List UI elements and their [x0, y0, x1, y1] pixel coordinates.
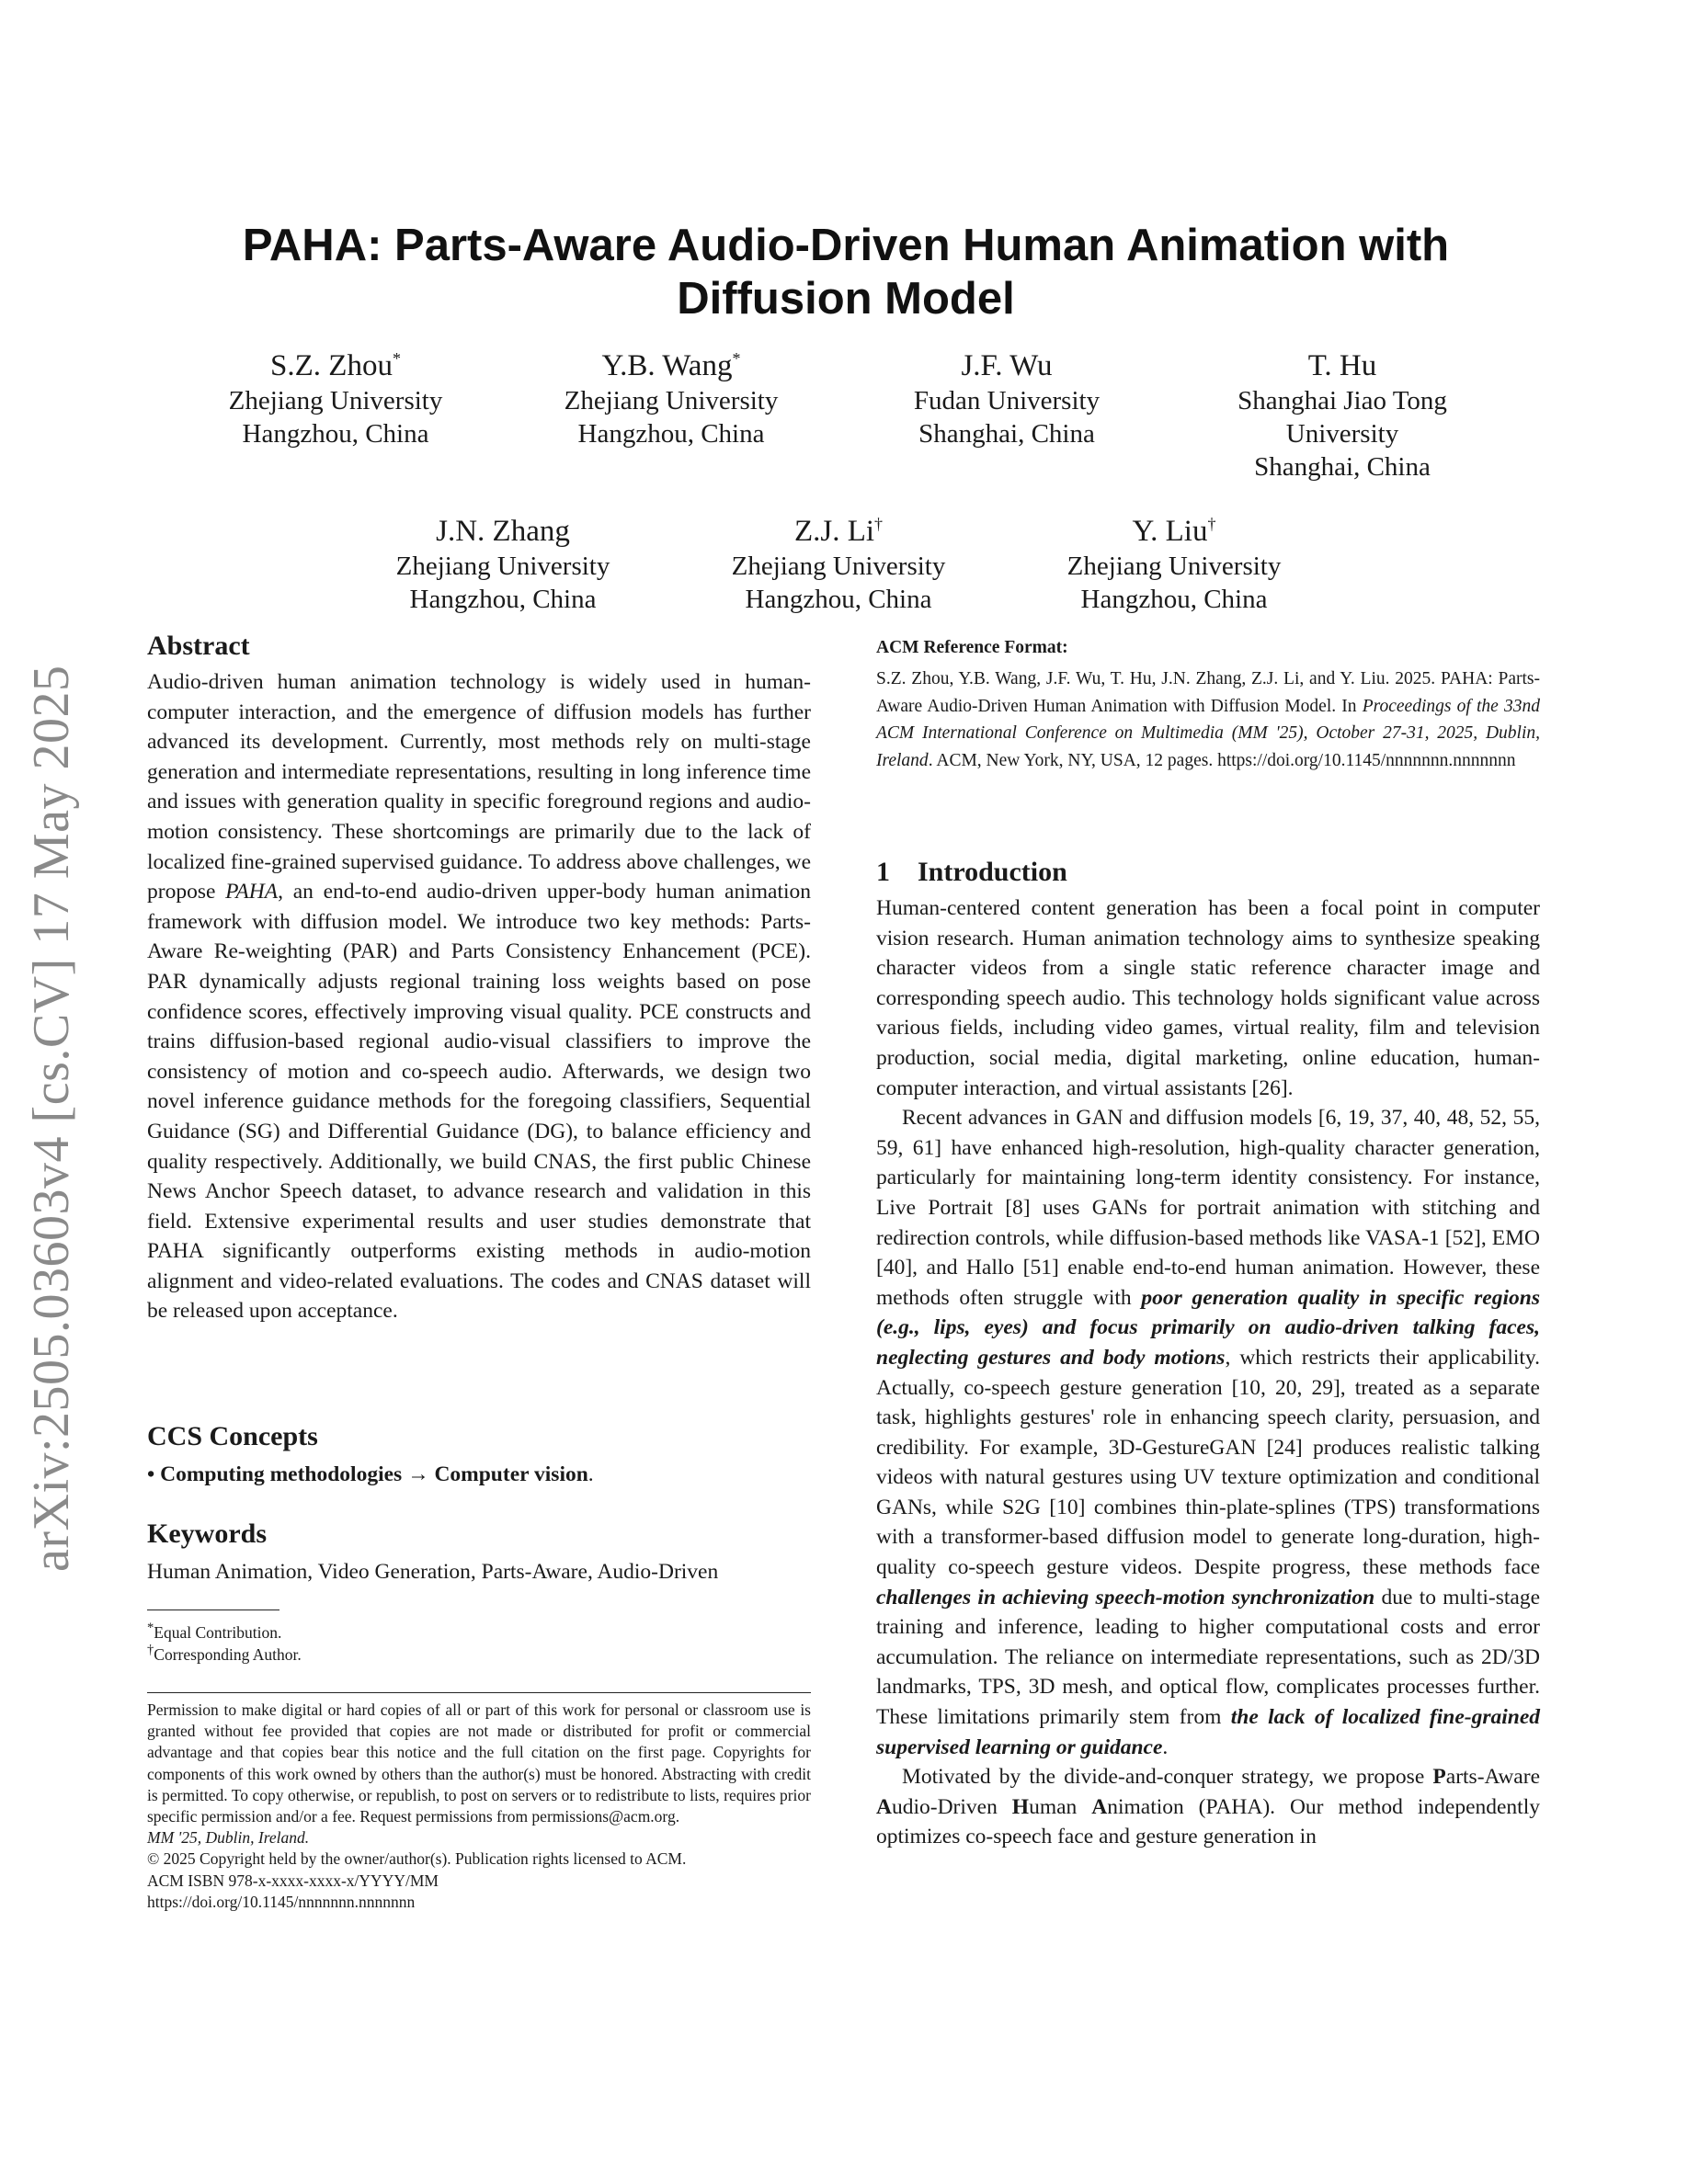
introduction-body [876, 893, 1540, 1852]
author-location: Hangzhou, China [242, 419, 429, 449]
permission-rule [147, 1692, 811, 1693]
author-affiliation: Zhejiang University [564, 386, 779, 415]
title-line-2: Diffusion Model [677, 274, 1015, 324]
title-line-1: PAHA: Parts-Aware Audio-Driven Human Animation with [242, 221, 1450, 270]
introduction-heading: 1 Introduction [876, 857, 1067, 887]
author-block [519, 340, 823, 450]
permission-notice: Permission to make digital or hard copies of all or part of this work for personal or classroom use is granted without fee provided that copies are not made or distributed for profit or commercial advantage and that copies bear this notice and the full citation on the first page. Copyrights for components of this work owned by others than the author(s) must be honored. Abstracting with credit is permitted. To copy otherwise, or republish, to post on servers or to redistribute to lists, requires prior specific permission and/or a fee. Request permissions from permissions@acm.org. [147, 1701, 811, 1826]
doi-link[interactable]: https://doi.org/10.1145/nnnnnnn.nnnnnnn [147, 1892, 416, 1911]
author-name: Y.B. Wang* [601, 349, 741, 382]
author-name: Z.J. Li† [793, 515, 884, 548]
author-location: Hangzhou, China [745, 585, 932, 614]
author-name: T. Hu [1307, 349, 1377, 382]
intro-paragraph-2: Recent advances in GAN and diffusion models [6, 19, 37, 40, 48, 52, 55, 59, 61] have enhanced high-resolution, high-quality character generation, particularly for maintaining long-term identity consistency. For instance, Live Portrait [8] uses GANs for portrait animation with stitching and redirection controls, while diffusion-based methods like VASA-1 [52], EMO [40], and Hallo [51] enable end-to-end human animation. However, these methods often struggle with poor generation quality in specific regions (e.g., lips, eyes) and focus primarily on audio-driven talking faces, neglecting gestures and body motions, which restricts their applicability. Actually, co-speech gesture generation [10, 20, 29], treated as a separate task, highlights gestures' role in enhancing speech clarity, persuasion, and credibility. For example, 3D-GestureGAN [24] produces realistic talking videos with natural gestures using UV texture optimization and conditional GANs, while S2G [10] combines thin-plate-splines (TPS) transformations with a transformer-based diffusion model to generate long-duration, high-quality co-speech gesture videos. Despite progress, these methods face challenges in achieving speech-motion synchronization due to multi-stage training and inference, leading to higher computational costs and error accumulation. The reliance on intermediate representations, such as 2D/3D landmarks, TPS, 3D mesh, and optical flow, complicates processes further. These limitations primarily stem from the lack of localized fine-grained supervised learning or guidance. [876, 1106, 1541, 1759]
intro-paragraph-1: Human-centered content generation has been a focal point in computer vision research. Human animation technology aims to synthesize speaking character videos from a single static reference character image and corresponding speech audio. This technology holds significant value across various fields, including video games, virtual reality, film and television production, social media, digital marketing, online education, human-computer interaction, and virtual assistants [26]. [876, 896, 1540, 1100]
author-location: Shanghai, China [918, 419, 1095, 449]
author-block [1191, 340, 1494, 483]
acm-isbn: ACM ISBN 978-x-xxxx-xxxx-x/YYYY/MM [147, 1871, 439, 1890]
acm-reference-heading: ACM Reference Format: [876, 638, 1068, 657]
footnote-corresponding-author: †Corresponding Author. [147, 1643, 302, 1664]
author-name: J.F. Wu [961, 349, 1053, 382]
footnote-equal-contribution: *Equal Contribution. [147, 1621, 282, 1642]
keywords-text: Human Animation, Video Generation, Parts-Aware, Audio-Driven [147, 1560, 719, 1584]
author-affiliation: Zhejiang University [1066, 552, 1282, 581]
keywords-heading: Keywords [147, 1519, 267, 1549]
ccs-heading: CCS Concepts [147, 1421, 318, 1451]
author-name: S.Z. Zhou* [270, 349, 401, 382]
abstract-text: Audio-driven human animation technology is widely used in human-computer interaction, and the emergence of diffusion models has further advanced its development. Currently, most methods rely on multi-stage generation and intermediate representations, resulting in long inference time and issues with generation quality in specific foreground regions and audio-motion consistency. These shortcomings are primarily due to the lack of localized fine-grained supervised guidance. To address above challenges, we propose PAHA, an end-to-end audio-driven upper-body human animation framework with diffusion model. We introduce two key methods: Parts-Aware Re-weighting (PAR) and Parts Consistency Enhancement (PCE). PAR dynamically adjusts regional training loss weights based on pose confidence scores, effectively improving visual quality. PCE constructs and trains diffusion-based regional audio-visual classifiers to improve the consistency of motion and co-speech audio. Afterwards, we design two novel inference guidance methods for the foregoing classifiers, Sequential Guidance (SG) and Differential Guidance (DG), to balance efficiency and quality respectively. Additionally, we build CNAS, the first public Chinese News Anchor Speech dataset, to advance research and validation in this field. Extensive experimental results and user studies demonstrate that PAHA significantly outperforms existing methods in audio-motion alignment and video-related evaluations. The codes and CNAS dataset will be released upon acceptance. [147, 670, 812, 1324]
author-name: J.N. Zhang [436, 515, 570, 548]
author-affiliation: Zhejiang University [731, 552, 946, 581]
author-affiliation: Shanghai Jiao Tong [1237, 386, 1447, 415]
author-block [855, 340, 1158, 450]
author-block [184, 340, 487, 450]
author-block [687, 506, 990, 616]
acm-reference-text: S.Z. Zhou, Y.B. Wang, J.F. Wu, T. Hu, J.N. Zhang, Z.J. Li, and Y. Liu. 2025. PAHA: Parts-Aware Audio-Driven Human Animation with Diffusion Model. In Proceedings of the 33nd ACM International Conference on Multimedia (MM '25), October 27-31, 2025, Dublin, Ireland. ACM, New York, NY, USA, 12 pages. https://doi.org/10.1145/nnnnnnn.nnnnnnn [876, 669, 1540, 770]
paper-title [147, 219, 1545, 325]
author-location: Hangzhou, China [1080, 585, 1268, 614]
author-affiliation: Zhejiang University [395, 552, 610, 581]
permission-block [147, 1700, 811, 1913]
author-block [351, 506, 655, 616]
author-affiliation: Zhejiang University [228, 386, 443, 415]
arxiv-identifier: arXiv:2505.03603v4 [cs.CV] 17 May 2025 [23, 665, 80, 1572]
copyright-notice: © 2025 Copyright held by the owner/author(s). Publication rights licensed to ACM. [147, 1849, 687, 1869]
author-affiliation: University [1285, 419, 1399, 449]
author-name: Y. Liu† [1132, 515, 1216, 548]
intro-paragraph-3: Motivated by the divide-and-conquer strategy, we propose Parts-Aware Audio-Driven Human Animation (PAHA). Our method independently optimizes co-speech face and gesture generation in [876, 1765, 1540, 1849]
author-location: Hangzhou, China [577, 419, 765, 449]
author-block [1022, 506, 1326, 616]
author-location: Hangzhou, China [409, 585, 597, 614]
ccs-concepts: • Computing methodologies → Computer vision. [147, 1462, 594, 1486]
author-location: Shanghai, China [1254, 452, 1431, 482]
conference-venue: MM '25, Dublin, Ireland. [147, 1828, 310, 1848]
author-affiliation: Fudan University [913, 386, 1101, 415]
abstract-heading: Abstract [147, 631, 250, 661]
